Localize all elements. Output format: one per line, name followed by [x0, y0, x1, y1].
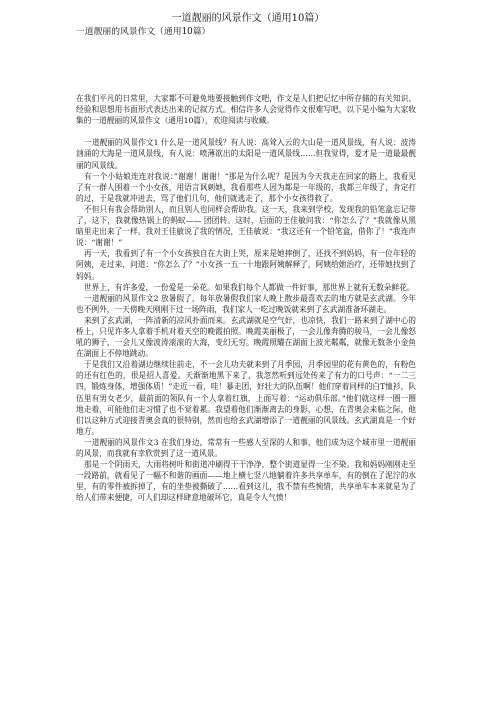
paragraph-essay1-lost-girl: 再一天，我看到了有一个小女孩独自在大街上哭，原来是她摔倒了，还找不到妈妈，有一位年轻的阿姨，走过来，问道：“你怎么了？”小女孩一五一十地跟阿姨解释了，阿姨给她治疗，还带她找到了妈妈。: [76, 249, 416, 281]
paragraph-essay3-bikes: 那是一个阴雨天，大雨将树叶和街道冲刷得干干净净，整个街道显得一尘不染。我和妈妈刚刚走至一段路前，就看见了一幅不和谐的画面——地上横七竖八地躺着许多共享单车，有的倒在了泥泞的水里，有的零件被拆掉了，有的坐垫被撕破了……看到这儿，我不禁有些惋惜，共享单车本来就是为了给人们带来便捷，可人们却这样肆意地破坏它，真是令人气愤！: [76, 460, 416, 503]
paragraph-essay1-girl: 有一个小姑娘连连对我说：”谢谢！谢谢！”那是为什么呢？是因为今天我走在回家的路上，我看见了有一群人围着一个小女孩，用语言讽刺她，我看那些人因为都是一年级的，我都三年级了，肯定打的过，于是我就冲进去，骂了他们几句，他们就逃走了，那个小女孩得救了。: [76, 171, 416, 203]
document-title: 一道靓丽的风景作文（通用10篇）: [171, 13, 325, 24]
paragraph-essay1-opening: 一道靓丽的风景作文1 什么是一道风景线？有人说：高耸入云的大山是一道风景线，有人说：波涛汹涌的大海是一道风景线，有人说：喷薄欲出的太阳是一道风景线……但我觉得，爱才是一道最最靓丽的风景线。: [76, 138, 416, 170]
paragraph-essay1-pencil-case: 不但只有我会帮助别人，而且别人也同样会帮助我。这一天，我来到学校，发现我的铅笔盒忘记带了，这下，我就像热锅上的蚂蚁—— 团团转。这时，后面的王佳敏问我：“你怎么了？”我就像从黑暗里走出来了一样。我对王佳敏说了我的情况，王佳敏说：“我这还有一个铅笔盒，借你了！”我连声说：“谢谢！”: [76, 204, 416, 248]
paragraph-essay2-lake: 来到了玄武湖，一阵清新的凉风扑面而来。玄武湖就是空气好，也凉快，我们一路来到了湖中心的桥上，只见许多人拿着手机对着天空的晚霞拍照。晚霞美丽极了，一会儿像奔腾的骏马，一会儿像怒吼的狮子，一会儿又像波涛滚滚的大海，变幻无穷。晚霞照耀在湖面上波光粼粼，就像无数条小金鱼在湖面上不停地跳动。: [76, 315, 416, 359]
document-subtitle: 一道靓丽的风景作文（通用10篇）: [76, 27, 211, 37]
paragraph-intro: 在我们平凡的日常里，大家都不可避免地要接触到作文吧，作文是人们把记忆中所存储的有关知识、经验和思想用书面形式表达出来的记叙方式。相信许多人会觉得作文很难写吧，以下是小编为大家收集的一道靓丽的风景作文（通用10篇），欢迎阅读与收藏。: [76, 94, 416, 126]
paragraph-essay2-opening: 一道靓丽的风景作文2 放暑假了，每年放暑假我们家人晚上散步最喜欢去的地方就是玄武湖。今年也不例外，一天傍晚天刚刚下过一场阵雨，我们家人一吃过晚饭就来到了玄武湖准备环湖走。: [76, 293, 416, 314]
paragraph-essay3-opening: 一道靓丽的风景作文3 在我们身边，常常有一些感人至深的人和事，他们成为这个城市里一道靓丽的风景，而我就有幸欣赏到了这一道风景。: [76, 437, 416, 458]
document-body: [76, 93, 416, 503]
paragraph-essay2-walking-group: 于是我们又沿着湖边继续往前走，不一会儿功夫就来到了月季园，月季园里的花有黄色的，有粉色的还有红色的，很是招人喜爱。天渐渐地黑下来了，我忽然听到远处传来了有力的口号声：“一二三四，锻炼身体，增强体质！”走近一看，哇！暴走团，好壮大的队伍啊！他们穿着同样的白T恤衫，队伍里有男女老少，最前面的领队有一个人拿着红旗，上面写着：“运动俱乐部。”他们就这样一圈一圈地走着，可能他们走习惯了也不觉着累。我望着他们渐渐离去的身影，心想，在青奥会来临之际，他们以这种方式迎接青奥会真的很特别，然而也给玄武湖增添了一道靓丽的风景线。玄武湖真是一个好地方。: [76, 360, 416, 436]
paragraph-essay1-ending: 世界上，有许多爱，一份爱是一朵花。如果我们每个人都做一件好事，那世界上就有无数朵鲜花。: [84, 282, 415, 292]
